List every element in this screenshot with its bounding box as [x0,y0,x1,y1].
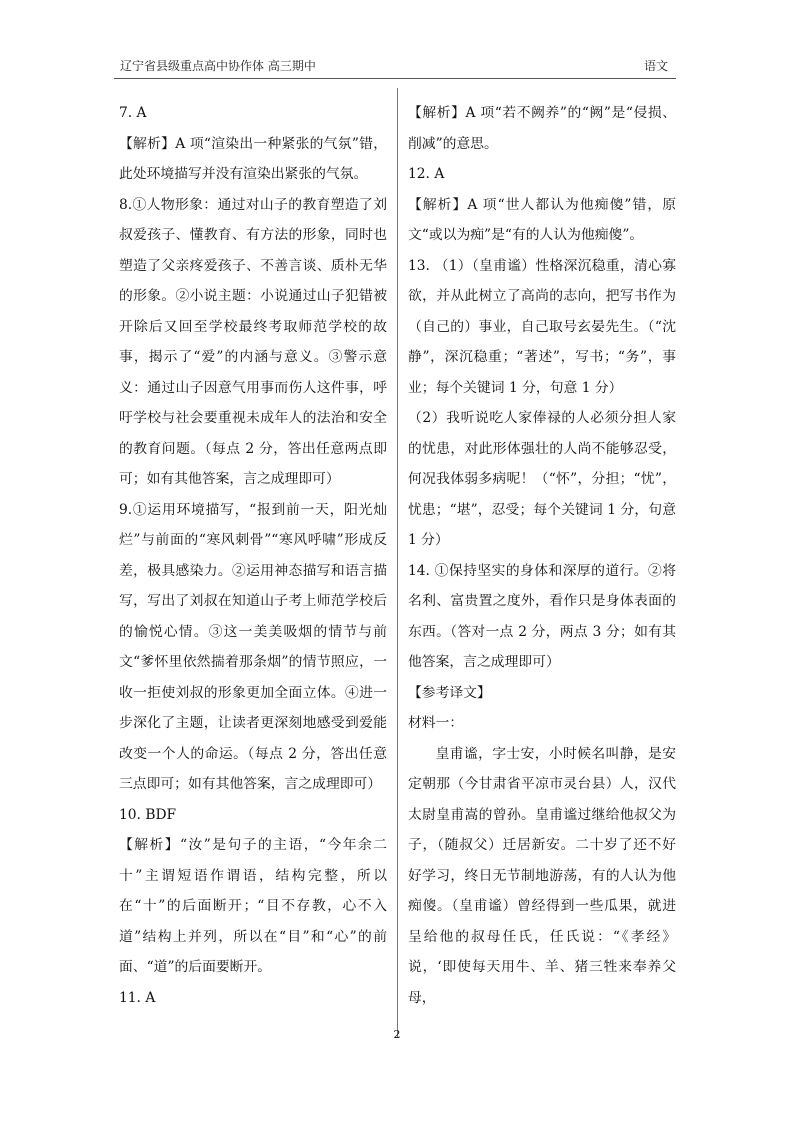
analysis-10: 【解析】“汝”是句子的主语，“今年余二十”主谓短语作谓语，结构完整，所以在“十”的后面断开；“目不存教，心不入道”结构上并列，所以在“目”和“心”的前面、“道”的后面要断开。 [119,837,387,975]
answer-12: 12. A [408,166,445,182]
answer-7: 7. A [119,105,147,121]
answer-13-2: （2）我听说吃人家俸禄的人必须分担人家的忧患，对此形体强壮的人尚不能够忍受，何况我体弱多病呢！（“怀”，分担；“忧”，忧患；“堪”，忍受；每个关键词 1 分，句意 1 分） [408,410,676,548]
column-divider [397,88,398,1038]
translation-text: 皇甫谧，字士安，小时候名叫静，是安定朝那（今甘肃省平凉市灵台县）人，汉代太尉皇甫嵩的曾孙。皇甫谧过继给他叔父为子，（随叔父）迁居新安。二十岁了还不好好学习，终日无节制地游荡，有的人认为他痴傻。（皇甫谧）曾经得到一些瓜果，就进呈给他的叔母任氏，任氏说：“《孝经》说，‘即使每天用牛、羊、猪三牲来奉养父母， [408,745,676,1006]
translation-heading: 【参考译文】 [408,684,491,701]
right-column [408,98,676,1013]
answer-8: 8.①人物形象：通过对山子的教育塑造了刘叔爱孩子、懂教育、有方法的形象，同时也塑造了父亲疼爱孩子、不善言谈、质朴无华的形象。②小说主题：小说通过山子犯错被开除后又回至学校最终考取师范学校的故事，揭示了“爱”的内涵与意义。③警示意义：通过山子因意气用事而伤人这件事，呼吁学校与社会要重视未成年人的法治和安全的教育问题。（每点 2 分，答出任意两点即可；如有其他答案，言之成理即可） [119,196,387,487]
answer-14: 14. ①保持坚实的身体和深厚的道行。②将名利、富贵置之度外，看作只是身体表面的东西。（答对一点 2 分，两点 3 分；如有其他答案，言之成理即可） [408,562,676,670]
analysis-12: 【解析】A 项“世人都认为他痴傻”错，原文“或以为痴”是“有的人认为他痴傻”。 [408,196,676,243]
analysis-7: 【解析】A 项“渲染出一种紧张的气氛”错，此处环境描写并没有渲染出紧张的气氛。 [119,135,387,182]
answer-11: 11. A [119,989,156,1006]
page-header [114,55,676,77]
page-number: 2 [393,1028,401,1041]
analysis-11: 【解析】A 项“若不阙养”的“阙”是“侵损、削减”的意思。 [408,105,676,152]
header-divider [114,78,676,79]
header-subject: 语文 [643,59,668,73]
answer-9: 9.①运用环境描写，“报到前一天，阳光灿烂”与前面的“寒风刺骨”“寒风呼啸”形成反差，极具感染力。②运用神态描写和语言描写，写出了刘叔在知道山子考上师范学校后的愉悦心情。③这一美美吸烟的情节与前文“爹怀里依然揣着那条烟”的情节照应，一收一拒使刘叔的形象更加全面立体。④进一步深化了主题，让读者更深刻地感受到爱能改变一个人的命运。（每点 2 分，答出任意三点即可；如有其他答案，言之成理即可） [119,501,387,792]
answer-13-1: 13. （1）（皇甫谧）性格深沉稳重，清心寡欲，并从此树立了高尚的志向，把写书作为（自己的）事业，自己取号玄晏先生。（“沈静”，深沉稳重；“著述”，写书；“务”，事业；每个关键词 1 分，句意 1 分） [408,257,676,396]
answer-10: 10. BDF [119,806,177,823]
material-label: 材料一： [408,715,464,731]
header-title: 辽宁省县级重点高中协作体 高三期中 [120,59,316,73]
left-column [119,98,387,1013]
